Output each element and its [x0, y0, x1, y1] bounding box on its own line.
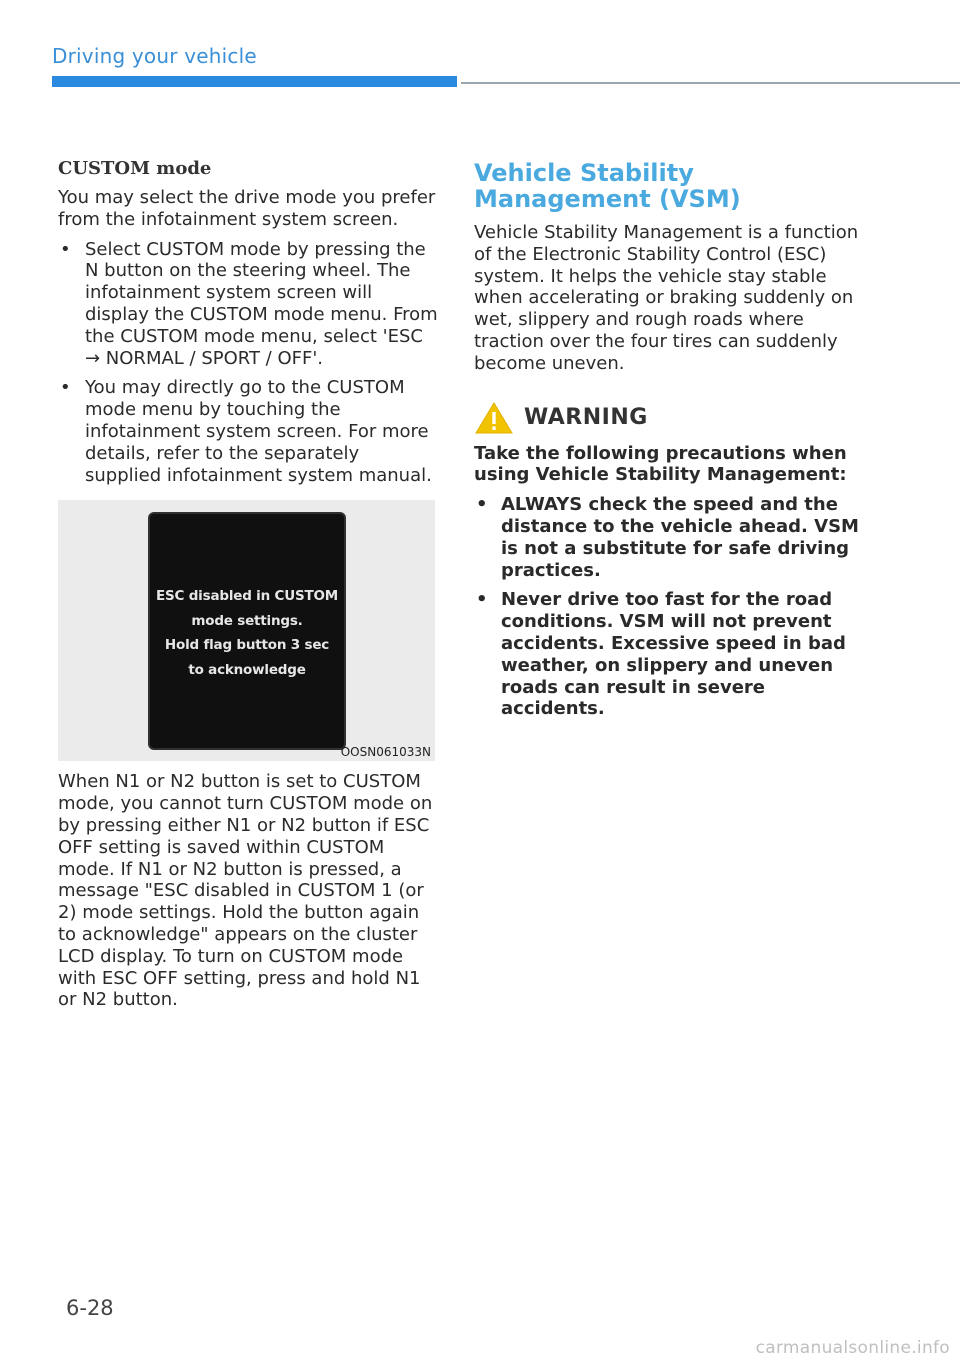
figure-code: OOSN061033N: [340, 745, 431, 760]
right-column: [474, 160, 864, 728]
warning-label: WARNING: [524, 405, 648, 431]
custom-mode-bullets: [58, 239, 438, 487]
custom-mode-heading: CUSTOM mode: [58, 158, 212, 179]
vsm-title: Vehicle Stability Management (VSM): [474, 159, 741, 213]
page-number: 6-28: [66, 1296, 114, 1320]
warning-header: [474, 401, 864, 435]
warning-bullet-1: • ALWAYS check the speed and the distance to the vehicle ahead. VSM is not a substitute for safe driving practices.: [474, 494, 864, 581]
left-column: [58, 158, 438, 1011]
warning-bullet-2: • Never drive too fast for the road conditions. VSM will not prevent accidents. Excessive speed in bad weather, on slippery and uneven roads can result in severe accidents.: [474, 589, 864, 720]
custom-mode-explanation: When N1 or N2 button is set to CUSTOM mode, you cannot turn CUSTOM mode on by pressing either N1 or N2 button if ESC OFF setting is saved within CUSTOM mode. If N1 or N2 button is pressed, a message "ESC disabled in CUSTOM 1 (or 2) mode settings. Hold the button again to acknowledge" appears on the cluster LCD display. To turn on CUSTOM mode with ESC OFF setting, press and hold N1 or N2 button.: [58, 771, 433, 1011]
warning-bullets: [474, 494, 864, 720]
cluster-lcd-message: [150, 584, 344, 682]
warning-intro: Take the following precautions when using Vehicle Stability Management:: [474, 442, 847, 486]
warning-triangle-icon: [474, 401, 514, 435]
custom-mode-bullet-2: • You may directly go to the CUSTOM mode menu by touching the infotainment system screen. For more details, refer to the separately supplied infotainment system manual.: [58, 377, 438, 486]
vsm-description: Vehicle Stability Management is a function of the Electronic Stability Control (ESC) system. It helps the vehicle stay stable when accelerating or braking suddenly on wet, slippery and rough roads where traction over the four tires can suddenly become uneven.: [474, 222, 859, 374]
warning-body: [474, 443, 864, 721]
screen-line-1: ESC disabled in CUSTOM: [155, 588, 339, 605]
custom-mode-intro: You may select the drive mode you prefer from the infotainment system screen.: [58, 187, 436, 230]
screen-line-2: mode settings.: [191, 612, 303, 629]
screen-line-4: to acknowledge: [188, 661, 306, 678]
cluster-lcd-screen: [148, 512, 346, 750]
header-rule-thick: [52, 76, 457, 87]
section-header: Driving your vehicle: [52, 44, 257, 68]
custom-mode-bullet-1: • Select CUSTOM mode by pressing the N button on the steering wheel. The infotainment system screen will display the CUSTOM mode menu. From the CUSTOM mode menu, select 'ESC → NORMAL / SPORT / OFF'.: [58, 239, 438, 370]
watermark-text: carmanualsonline.info: [755, 1338, 950, 1358]
cluster-display-figure: [58, 500, 435, 761]
header-rule-thin: [461, 82, 960, 84]
screen-line-3: Hold flag button 3 sec: [164, 637, 330, 654]
